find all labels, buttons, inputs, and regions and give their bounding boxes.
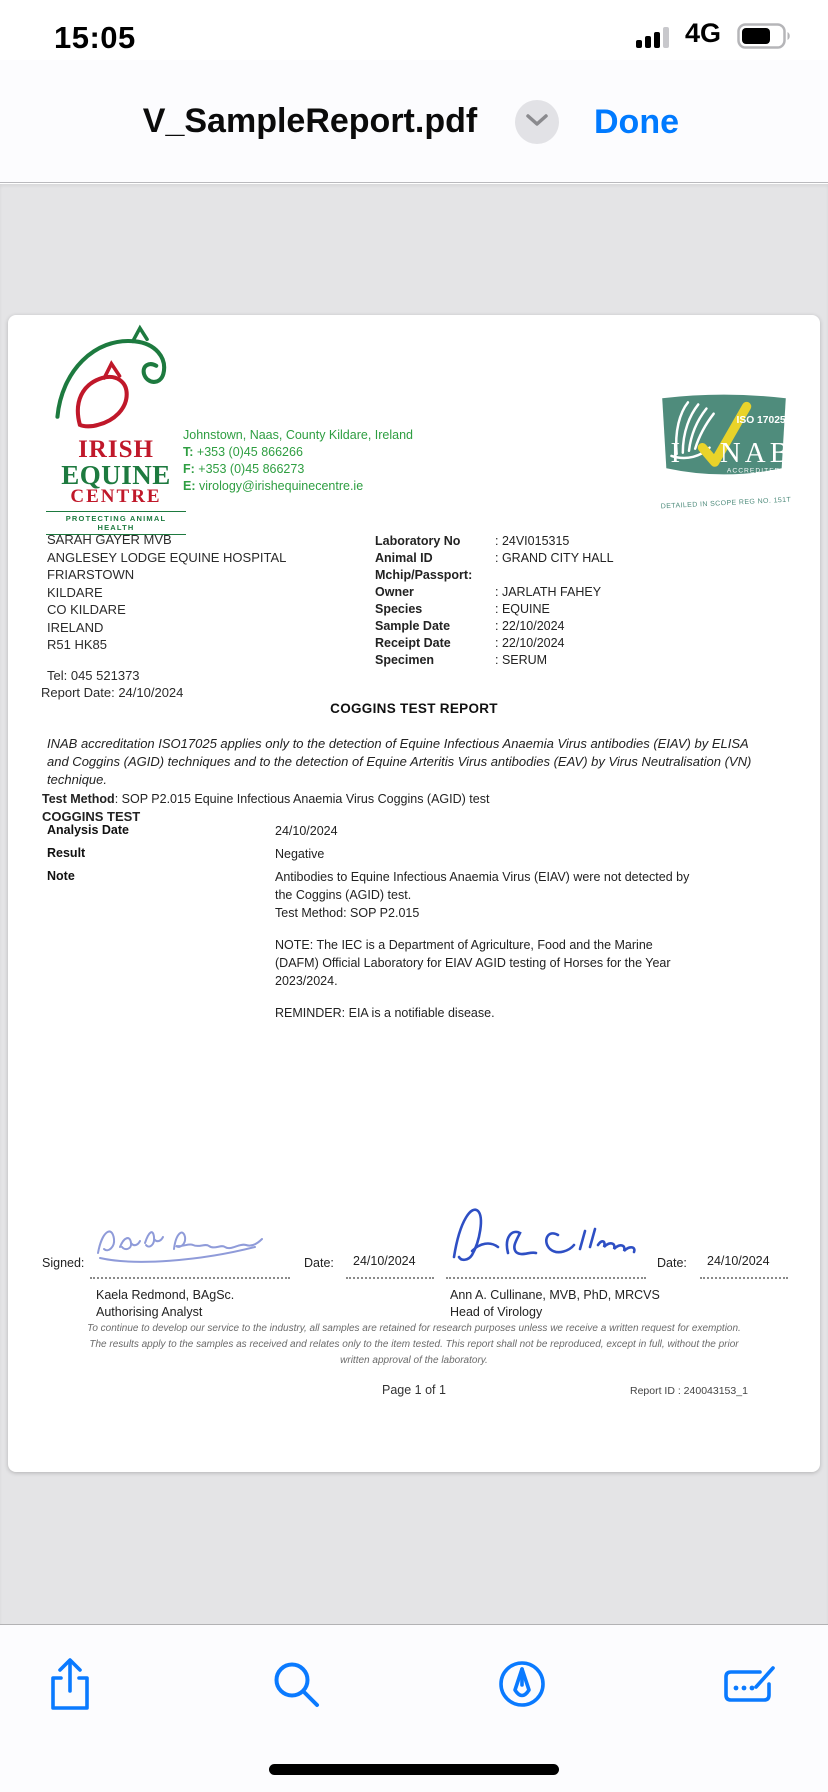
- inab-scope-label: DETAILED IN SCOPE REG NO. 151T: [660, 496, 792, 511]
- horse-icon: [46, 323, 186, 435]
- note-text: Antibodies to Equine Infectious Anaemia Virus (EIAV) were not detected by the Coggins (AGID) test. Test Method: SOP P2.015: [275, 870, 690, 920]
- recipient-tel: Tel: 045 521373: [47, 668, 140, 683]
- recipient-address: [47, 531, 286, 654]
- recipient-line: KILDARE: [47, 584, 103, 600]
- home-indicator[interactable]: [269, 1764, 559, 1775]
- recipient-line: CO KILDARE: [47, 602, 126, 617]
- logo-tagline: PROTECTING ANIMAL HEALTH: [46, 511, 186, 535]
- recipient-line: IRELAND: [47, 619, 104, 635]
- sample-details: [375, 533, 695, 669]
- test-method-line: Test Method: SOP P2.015 Equine Infectious Anaemia Virus Coggins (AGID) test: [42, 792, 490, 806]
- signature-line: [90, 1277, 290, 1279]
- inab-letters-nab: NAB: [719, 437, 792, 470]
- done-button[interactable]: Done: [594, 103, 679, 141]
- reminder-note: REMINDER: EIA is a notifiable disease.: [275, 1006, 495, 1020]
- date-label-right: Date:: [657, 1256, 687, 1270]
- report-date: Report Date: 24/10/2024: [41, 685, 184, 700]
- battery-icon: [737, 23, 793, 54]
- date-value-right: 24/10/2024: [707, 1254, 770, 1268]
- analysis-date-value: 24/10/2024: [275, 824, 338, 838]
- signed-label: Signed:: [42, 1256, 85, 1270]
- fax-value: +353 (0)45 866273: [198, 462, 305, 476]
- logo-word-equine: EQUINE: [61, 460, 171, 490]
- date-label-left: Date:: [304, 1256, 334, 1270]
- detail-row: Sample Date : 22/10/2024: [375, 619, 565, 633]
- inab-accredited-label: ACCREDITED: [726, 467, 781, 475]
- contact-address: Johnstown, Naas, County Kildare, Ireland: [183, 428, 413, 442]
- status-bar: [0, 0, 828, 60]
- clock: 15:05: [54, 20, 136, 55]
- date-line: [346, 1277, 434, 1279]
- search-icon: [267, 1655, 325, 1716]
- inab-iso-label: ISO 17025: [736, 414, 786, 426]
- tel-value: +353 (0)45 866266: [196, 445, 303, 459]
- markup-pen-icon: [493, 1655, 551, 1716]
- note-label: Note: [47, 869, 75, 883]
- pdf-viewer-background[interactable]: [0, 184, 828, 1624]
- detail-row: Animal ID : GRAND CITY HALL: [375, 551, 614, 565]
- recipient-line: ANGLESEY LODGE EQUINE HOSPITAL: [47, 549, 287, 565]
- title-menu-button[interactable]: [515, 100, 559, 144]
- fax-label: F:: [183, 462, 195, 476]
- report-title: COGGINS TEST REPORT: [330, 701, 498, 716]
- recipient-line: FRIARSTOWN: [47, 567, 135, 582]
- title-bar: [0, 60, 828, 183]
- signatory-left: Kaela Redmond, BAgSc. Authorising Analyst: [96, 1288, 235, 1319]
- document-title: V_SampleReport.pdf: [142, 102, 478, 140]
- email-label: E:: [183, 479, 196, 493]
- chevron-down-icon: [524, 112, 550, 133]
- result-label: Result: [47, 846, 86, 860]
- analysis-date-label: Analysis Date: [47, 823, 129, 837]
- logo-word-irish: IRISH: [78, 436, 154, 463]
- signatory-right: Ann A. Cullinane, MVB, PhD, MRCVS Head of Virology: [450, 1288, 660, 1319]
- signature-ann-icon: [446, 1197, 641, 1271]
- email-value: virology@irishequinecentre.ie: [198, 479, 364, 493]
- section-title: COGGINS TEST: [42, 809, 141, 824]
- pdf-page: [8, 315, 820, 1472]
- markup-button[interactable]: [486, 1649, 558, 1721]
- share-icon: [41, 1654, 99, 1717]
- logo-word-centre: CENTRE: [70, 486, 162, 507]
- detail-row: Mchip/Passport:: [375, 568, 473, 582]
- dafm-note: NOTE: The IEC is a Department of Agriculture, Food and the Marine (DAFM) Official Laboratory for EIAV AGID testing of Horses for the Year 2023/2024.: [275, 938, 671, 988]
- inab-letter-i: I: [670, 437, 681, 470]
- inab-testing-label: TESTING: [716, 479, 781, 492]
- inab-logo: [656, 390, 796, 511]
- signature-line: [446, 1277, 646, 1279]
- search-button[interactable]: [260, 1649, 332, 1721]
- detail-row: Receipt Date : 22/10/2024: [375, 636, 565, 650]
- tel-label: T:: [183, 445, 194, 459]
- report-id: Report ID : 240043153_1: [630, 1385, 748, 1397]
- sign-annotate-button[interactable]: [714, 1649, 786, 1721]
- share-button[interactable]: [34, 1649, 106, 1721]
- fine-print: To continue to develop our service to the industry, all samples are retained for research purposes unless we receive a written request for exemption. The results apply to the samples as received and relates only to the item tested. This report shall not be reproduced, except in full, without the prior written approval of the laboratory.: [87, 1323, 741, 1366]
- detail-row: Laboratory No : 24VI015315: [375, 534, 570, 548]
- contact-block: [183, 427, 413, 495]
- detail-row: Specimen : SERUM: [375, 653, 548, 667]
- recipient-line: R51 HK85: [47, 637, 107, 652]
- date-line: [700, 1277, 788, 1279]
- detail-row: Species : EQUINE: [375, 602, 550, 616]
- bottom-toolbar: [0, 1624, 828, 1792]
- date-value-left: 24/10/2024: [353, 1254, 416, 1268]
- signature-kaela-icon: [90, 1213, 275, 1271]
- network-type-label: 4G: [685, 18, 722, 48]
- signal-icon: [636, 27, 669, 48]
- result-value: Negative: [275, 847, 325, 861]
- recipient-line: SARAH GAYER MVB: [47, 532, 172, 547]
- detail-row: Owner : JARLATH FAHEY: [375, 585, 602, 599]
- accreditation-note: INAB accreditation ISO17025 applies only to the detection of Equine Infectious Anaemia Virus antibodies (EIAV) by ELISA and Coggins (AGID) techniques and to the detection of Equine Arteritis Virus antibodies (EAV) by Virus Neutralisation (VN) technique.: [47, 736, 752, 787]
- iec-logo: [46, 323, 186, 535]
- page-number: Page 1 of 1: [382, 1383, 446, 1397]
- signature-field-icon: [720, 1655, 780, 1716]
